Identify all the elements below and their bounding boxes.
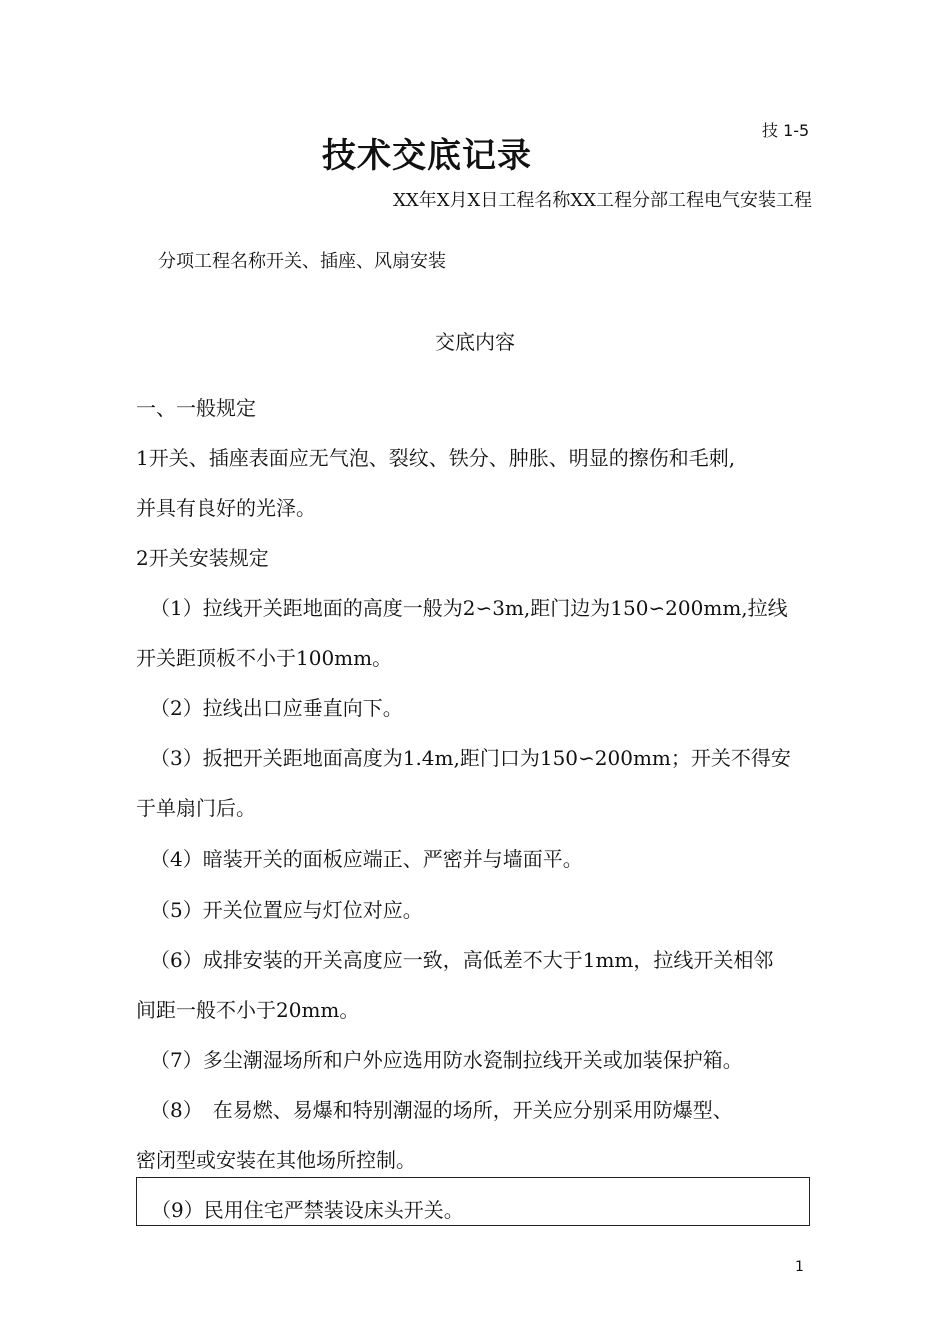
item-1-line-1: （1）拉线开关距地面的高度一般为2∽3m,距门边为150∽200mm,拉线 bbox=[150, 596, 788, 620]
paragraph-1-line-2: 并具有良好的光泽。 bbox=[136, 496, 316, 520]
item-9-box bbox=[136, 1177, 810, 1226]
item-3-line-1: （3）扳把开关距地面高度为1.4m,距门口为150∽200mm；开关不得安 bbox=[150, 746, 791, 770]
item-2: （2）拉线出口应垂直向下。 bbox=[150, 696, 403, 720]
section-title: 交底内容 bbox=[435, 330, 515, 354]
item-8-line-1: （8） 在易燃、易爆和特别潮湿的场所，开关应分别采用防爆型、 bbox=[150, 1098, 733, 1122]
item-7: （7）多尘潮湿场所和户外应选用防水瓷制拉线开关或加装保护箱。 bbox=[150, 1048, 743, 1072]
paragraph-1-line-1: 1开关、插座表面应无气泡、裂纹、铁分、肿胀、明显的擦伤和毛刺, bbox=[136, 446, 736, 470]
item-3-line-2: 于单扇门后。 bbox=[136, 796, 256, 820]
heading-general-rules: 一、一般规定 bbox=[136, 396, 256, 420]
item-5: （5）开关位置应与灯位对应。 bbox=[150, 898, 423, 922]
heading-switch-install: 2开关安装规定 bbox=[136, 546, 269, 570]
item-9: （9）民用住宅严禁装设床头开关。 bbox=[151, 1198, 464, 1222]
item-1-line-2: 开关距顶板不小于100mm。 bbox=[136, 646, 393, 670]
item-4: （4）暗装开关的面板应端正、严密并与墙面平。 bbox=[150, 847, 583, 871]
page-number: 1 bbox=[795, 1259, 804, 1275]
document-title: 技术交底记录 bbox=[322, 136, 532, 176]
item-6-line-1: （6）成排安装的开关高度应一致，高低差不大于1mm，拉线开关相邻 bbox=[150, 948, 774, 972]
subproject-name-line: 分项工程名称开关、插座、风扇安装 bbox=[158, 251, 446, 272]
document-code: 技 1-5 bbox=[762, 121, 810, 140]
item-8-line-2: 密闭型或安装在其他场所控制。 bbox=[136, 1148, 416, 1172]
item-6-line-2: 间距一般不小于20mm。 bbox=[136, 998, 360, 1022]
project-meta-line: XX年X月X日工程名称XX工程分部工程电气安装工程 bbox=[393, 190, 812, 211]
